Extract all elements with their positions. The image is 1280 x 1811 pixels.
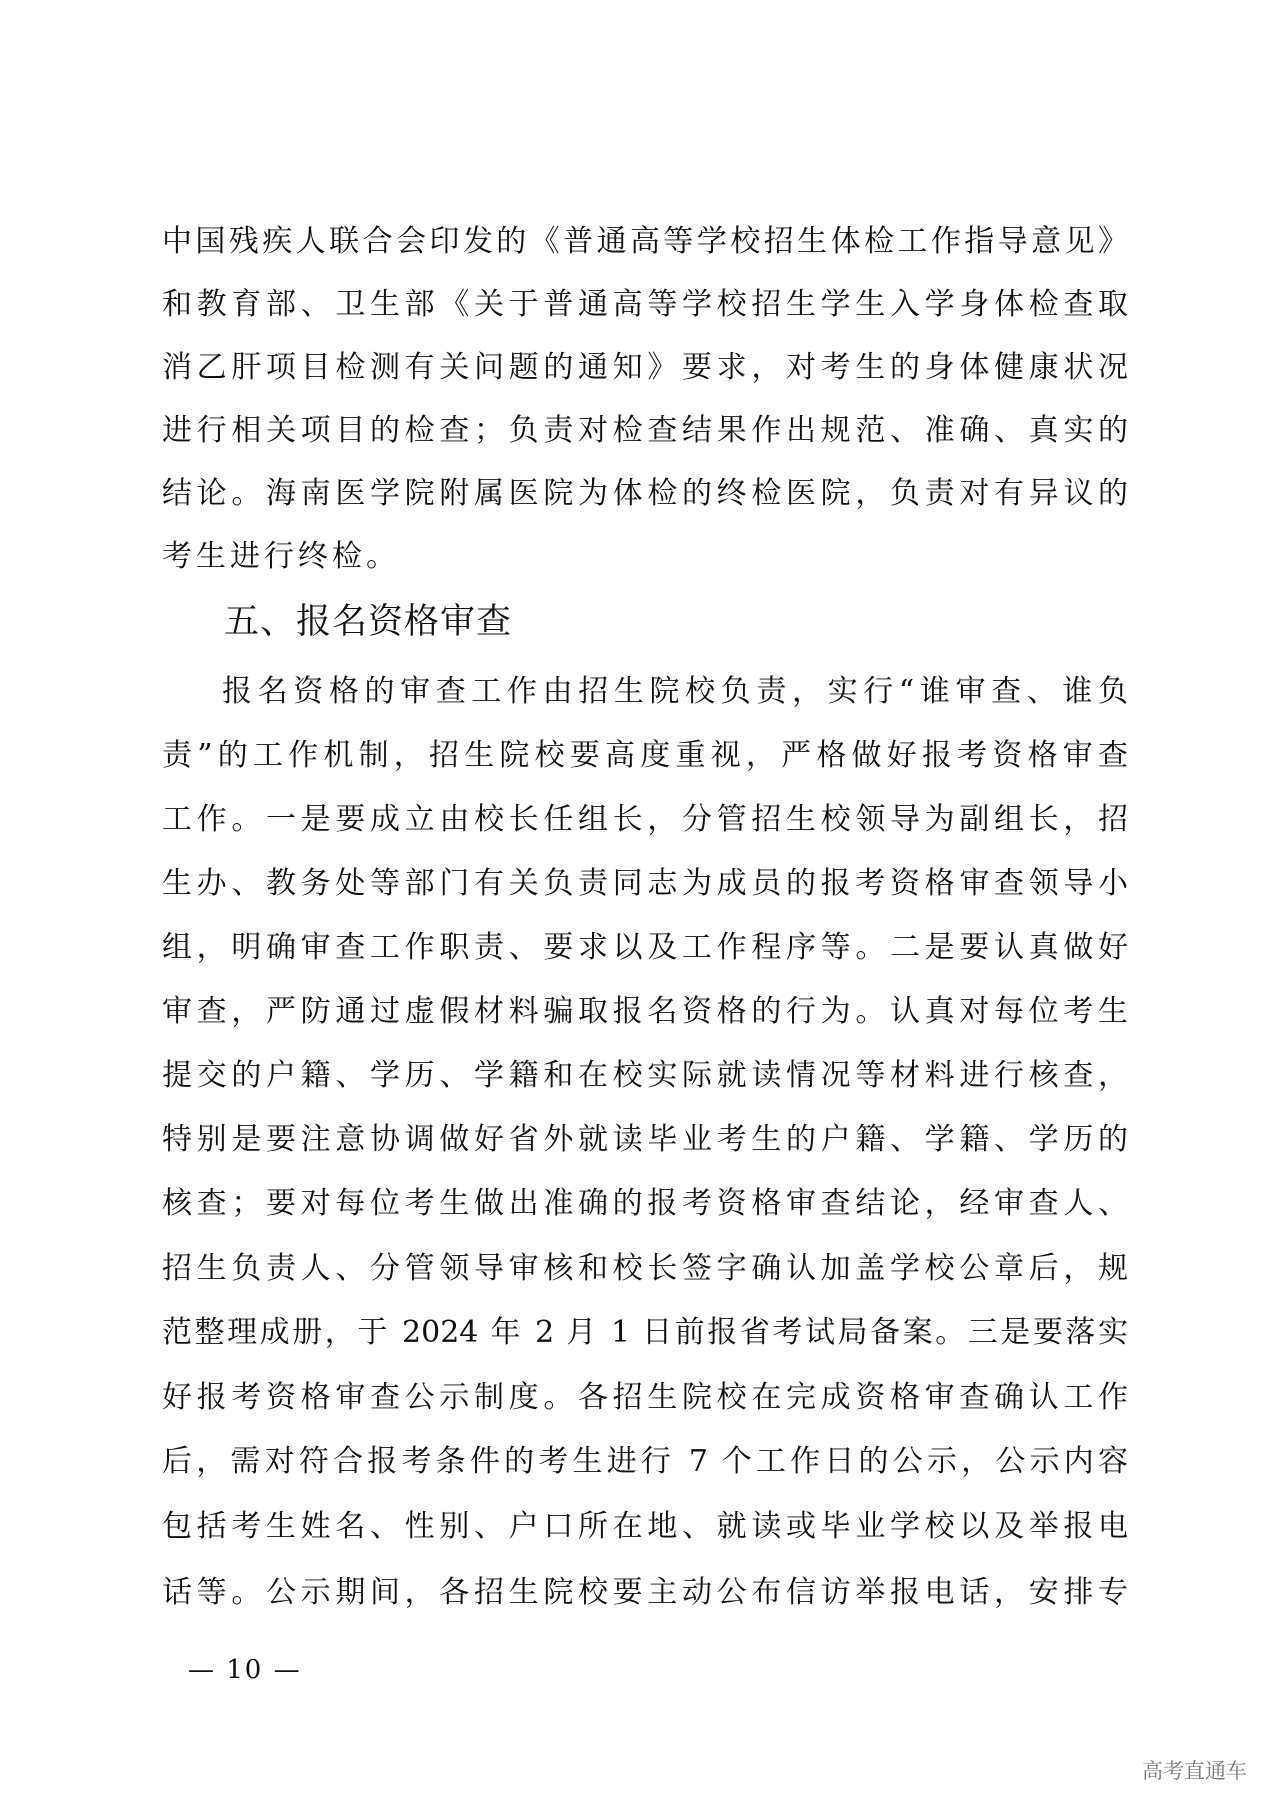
text-line: 和教育部、卫生部《关于普通高等学校招生学生入学身体检查取 bbox=[162, 287, 1128, 322]
text-line: 报名资格的审查工作由招生院校负责，实行“谁审查、谁负 bbox=[222, 674, 1128, 709]
text-line: 审查，严防通过虚假材料骗取报名资格的行为。认真对每位考生 bbox=[162, 994, 1128, 1029]
text-line: 进行相关项目的检查；负责对检查结果作出规范、准确、真实的 bbox=[162, 413, 1128, 448]
text-line: 工作。一是要成立由校长任组长，分管招生校领导为副组长，招 bbox=[162, 802, 1128, 837]
text-line: 招生负责人、分管领导审核和校长签字确认加盖学校公章后，规 bbox=[162, 1251, 1128, 1286]
text-line: 消乙肝项目检测有关问题的通知》要求，对考生的身体健康状况 bbox=[162, 350, 1128, 385]
text-line: 后，需对符合报考条件的考生进行 7 个工作日的公示，公示内容 bbox=[162, 1444, 1128, 1479]
text-line: 中国残疾人联合会印发的《普通高等学校招生体检工作指导意见》 bbox=[162, 224, 1128, 259]
text-line: 结论。海南医学院附属医院为体检的终检医院，负责对有异议的 bbox=[162, 476, 1128, 511]
text-line: 核查；要对每位考生做出准确的报考资格审查结论，经审查人、 bbox=[162, 1186, 1128, 1221]
text-line: 组，明确审查工作职责、要求以及工作程序等。二是要认真做好 bbox=[162, 930, 1128, 965]
page-number: — 10 — bbox=[188, 1655, 302, 1685]
text-line: 包括考生姓名、性别、户口所在地、就读或毕业学校以及举报电 bbox=[162, 1509, 1128, 1544]
text-line: 考生进行终检。 bbox=[162, 539, 400, 574]
section-heading: 五、报名资格审查 bbox=[224, 602, 513, 642]
text-line: 提交的户籍、学历、学籍和在校实际就读情况等材料进行核查， bbox=[162, 1058, 1128, 1093]
text-line: 生办、教务处等部门有关负责同志为成员的报考资格审查领导小 bbox=[162, 866, 1128, 901]
text-line: 好报考资格审查公示制度。各招生院校在完成资格审查确认工作 bbox=[162, 1380, 1128, 1415]
text-line: 话等。公示期间，各招生院校要主动公布信访举报电话，安排专 bbox=[162, 1575, 1128, 1610]
watermark: 高考直通车 bbox=[1142, 1759, 1247, 1783]
text-line: 范整理成册，于 2024 年 2 月 1 日前报省考试局备案。三是要落实 bbox=[162, 1315, 1128, 1350]
text-line: 责”的工作机制，招生院校要高度重视，严格做好报考资格审查 bbox=[162, 738, 1128, 773]
text-line: 特别是要注意协调做好省外就读毕业考生的户籍、学籍、学历的 bbox=[162, 1122, 1128, 1157]
